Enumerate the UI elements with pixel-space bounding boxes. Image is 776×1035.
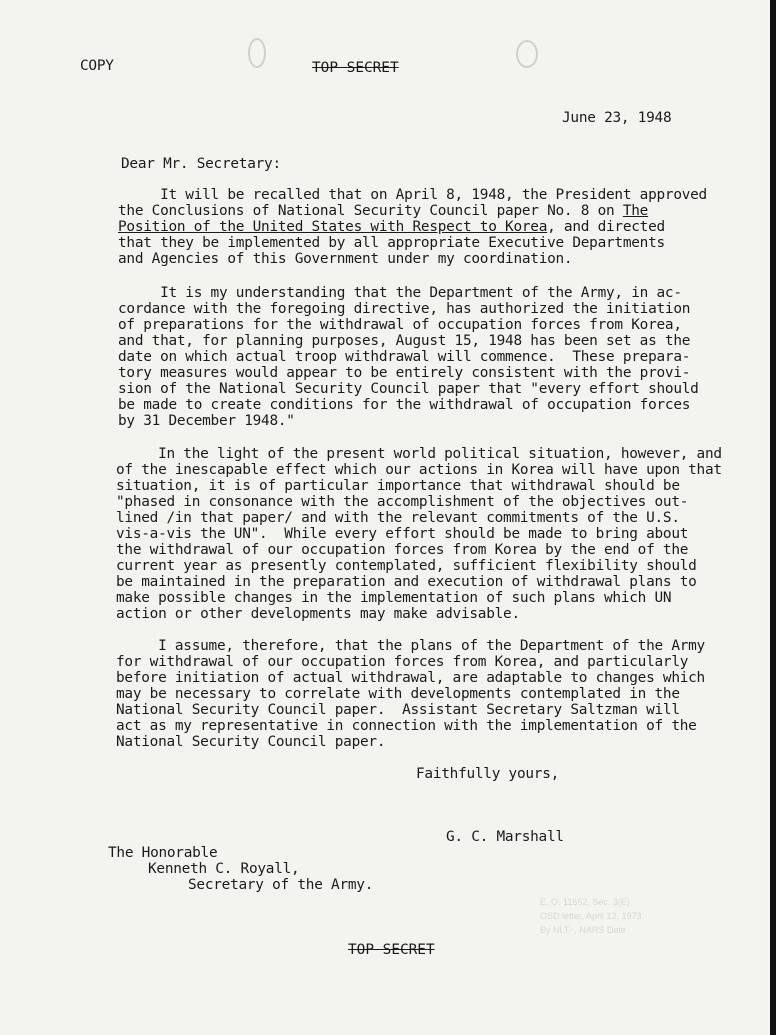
paragraph-2-line: cordance with the foregoing directive, has authorized the initiation — [118, 301, 691, 317]
paragraph-2-line: of preparations for the withdrawal of occupation forces from Korea, — [118, 317, 682, 333]
paragraph-4-line: I assume, therefore, that the plans of the Department of the Army — [116, 638, 705, 654]
declassification-line: By NLT- , NARS Date — [540, 925, 626, 935]
paragraph-4-line: may be necessary to correlate with developments contemplated in the — [116, 686, 680, 702]
paragraph-3-line: situation, it is of particular importance that withdrawal should be — [116, 478, 680, 494]
paragraph-4-line: National Security Council paper. — [116, 734, 386, 750]
paragraph-2-line: by 31 December 1948." — [118, 413, 295, 429]
paragraph-3-line: In the light of the present world political situation, however, and — [116, 446, 722, 462]
paragraph-4-line: before initiation of actual withdrawal, are adaptable to changes which — [116, 670, 705, 686]
paragraph-3-line: make possible changes in the implementation of such plans which UN — [116, 590, 672, 606]
paragraph-3-line: be maintained in the preparation and execution of withdrawal plans to — [116, 574, 697, 590]
punch-hole-mark — [248, 38, 266, 68]
paragraph-2-line: It is my understanding that the Department of the Army, in ac- — [118, 285, 682, 301]
classification-stamp-bottom: TOP SECRET — [348, 942, 435, 958]
letter-date: June 23, 1948 — [562, 110, 672, 126]
nsc-paper-title: The — [622, 203, 649, 219]
copy-label: COPY — [80, 58, 114, 74]
paragraph-3-line: lined /in that paper/ and with the relevant commitments of the U.S. — [116, 510, 680, 526]
paragraph-4-line: National Security Council paper. Assistant Secretary Saltzman will — [116, 702, 680, 718]
paragraph-2-line: be made to create conditions for the withdrawal of occupation forces — [118, 397, 691, 413]
addressee-line: The Honorable — [108, 845, 218, 861]
addressee-line: Kenneth C. Royall, — [148, 861, 300, 877]
addressee-line: Secretary of the Army. — [188, 877, 374, 893]
paragraph-1-line: and Agencies of this Government under my coordination. — [118, 251, 573, 267]
paragraph-1-line: It will be recalled that on April 8, 1948, the President approved — [118, 187, 707, 203]
declassification-stamp — [540, 895, 760, 955]
classification-stamp-top: TOP SECRET — [312, 60, 399, 76]
scan-edge — [770, 0, 776, 1035]
paragraph-3-line: "phased in consonance with the accomplishment of the objectives out- — [116, 494, 689, 510]
paragraph-1-line: Position of the United States with Respect to Korea, and directed — [118, 219, 665, 235]
paragraph-3-line: of the inescapable effect which our actions in Korea will have upon that — [116, 462, 722, 478]
nsc-paper-title: Position of the United States with Respect to Korea — [118, 219, 548, 235]
complimentary-close: Faithfully yours, — [416, 766, 560, 782]
paragraph-2-line: and that, for planning purposes, August 15, 1948 has been set as the — [118, 333, 691, 349]
paragraph-4-line: act as my representative in connection with the implementation of the — [116, 718, 697, 734]
salutation: Dear Mr. Secretary: — [121, 156, 281, 172]
paragraph-3-line: the withdrawal of our occupation forces from Korea by the end of the — [116, 542, 689, 558]
paragraph-4-line: for withdrawal of our occupation forces from Korea, and particularly — [116, 654, 689, 670]
paragraph-3-line: action or other developments may make advisable. — [116, 606, 520, 622]
paragraph-2-line: sion of the National Security Council paper that "every effort should — [118, 381, 699, 397]
paragraph-2-line: tory measures would appear to be entirely consistent with the provi- — [118, 365, 691, 381]
paragraph-3-line: vis-a-vis the UN". While every effort should be made to bring about — [116, 526, 689, 542]
signature-name: G. C. Marshall — [446, 829, 564, 845]
declassification-line: OSD letter, April 12, 1973 — [540, 911, 642, 921]
paragraph-2-line: date on which actual troop withdrawal will commence. These prepara- — [118, 349, 691, 365]
punch-hole-mark — [516, 40, 538, 68]
paragraph-1-line: that they be implemented by all appropriate Executive Departments — [118, 235, 665, 251]
paragraph-3-line: current year as presently contemplated, sufficient flexibility should — [116, 558, 697, 574]
paragraph-1-line: the Conclusions of National Security Council paper No. 8 on The — [118, 203, 649, 219]
declassification-line: E. O. 11652, Sec. 3(E) — [540, 897, 630, 907]
